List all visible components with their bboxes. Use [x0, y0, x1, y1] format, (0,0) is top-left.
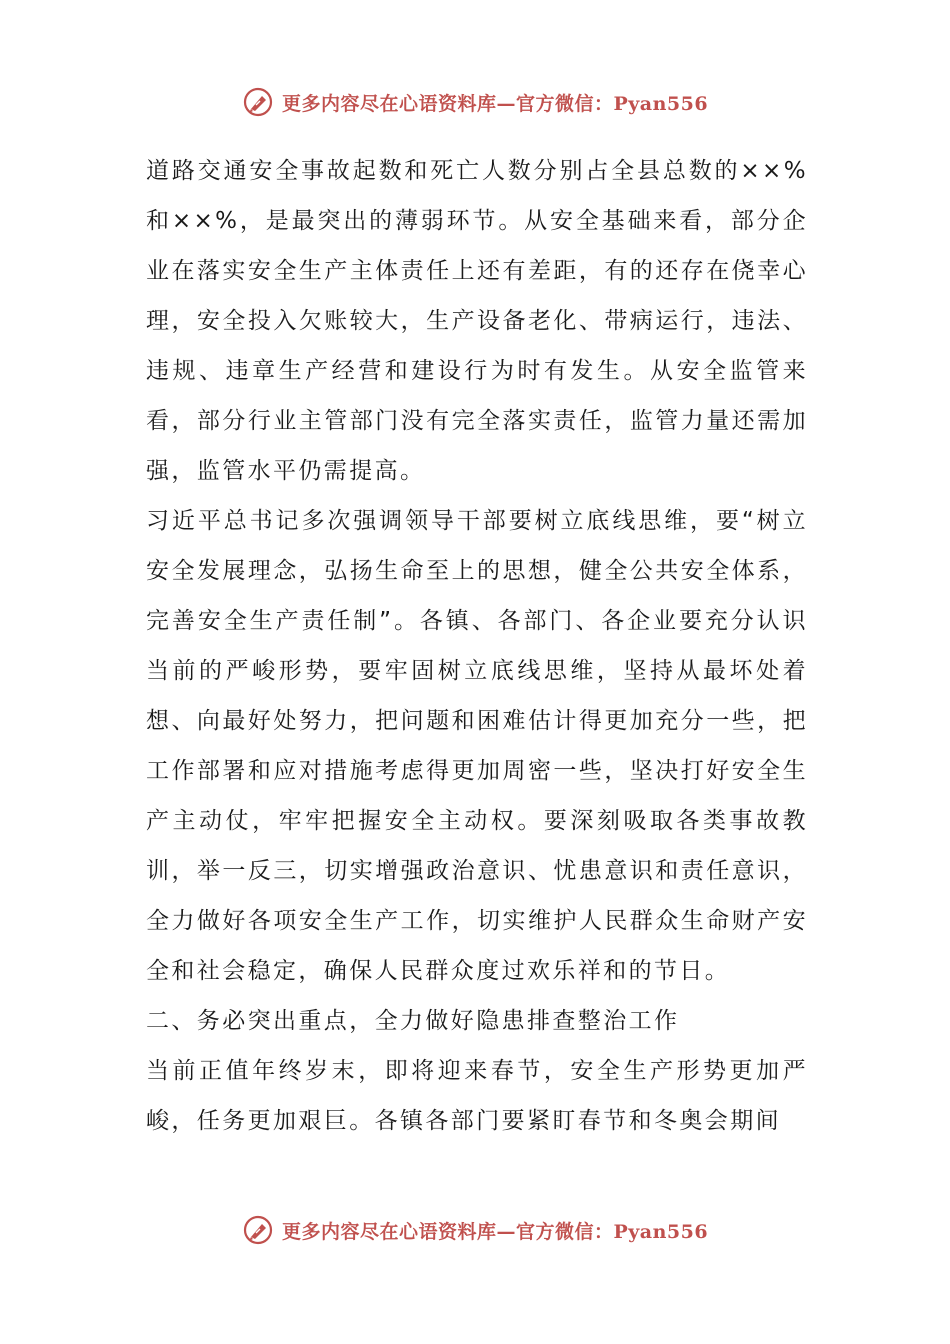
- document-body: [146, 146, 808, 1146]
- watermark-footer: [0, 1210, 950, 1250]
- pen-nib-icon: [242, 1214, 274, 1246]
- watermark-text: 更多内容尽在心语资料库—官方微信：Pyan556: [281, 92, 709, 115]
- pen-nib-icon: [242, 86, 274, 118]
- paragraph-2: 习近平总书记多次强调领导干部要树立底线思维，要“树立安全发展理念，弘扬生命至上的思想，健全公共安全体系，完善安全生产责任制”。各镇、各部门、各企业要充分认识当前的严峻形势，要牢固树立底线思维，坚持从最坏处着想、向最好处努力，把问题和困难估计得更加充分一些，把工作部署和应对措施考虑得更加周密一些，坚决打好安全生产主动仗，牢牢把握安全主动权。要深刻吸取各类事故教训，举一反三，切实增强政治意识、忧患意识和责任意识，全力做好各项安全生产工作，切实维护人民群众生命财产安全和社会稳定，确保人民群众度过欢乐祥和的节日。: [146, 508, 808, 984]
- section-heading: 二、务必突出重点，全力做好隐患排查整治工作: [146, 1008, 680, 1034]
- watermark-header: [0, 82, 950, 122]
- paragraph-1: 道路交通安全事故起数和死亡人数分别占全县总数的××%和××%，是最突出的薄弱环节。从安全基础来看，部分企业在落实安全生产主体责任上还有差距，有的还存在侥幸心理，安全投入欠账较大，生产设备老化、带病运行，违法、违规、违章生产经营和建设行为时有发生。从安全监管来看，部分行业主管部门没有完全落实责任，监管力量还需加强，监管水平仍需提高。: [146, 158, 808, 484]
- paragraph-3: 当前正值年终岁末，即将迎来春节，安全生产形势更加严峻，任务更加艰巨。各镇各部门要紧盯春节和冬奥会期间: [146, 1058, 808, 1134]
- watermark-text: 更多内容尽在心语资料库—官方微信：Pyan556: [281, 1220, 709, 1243]
